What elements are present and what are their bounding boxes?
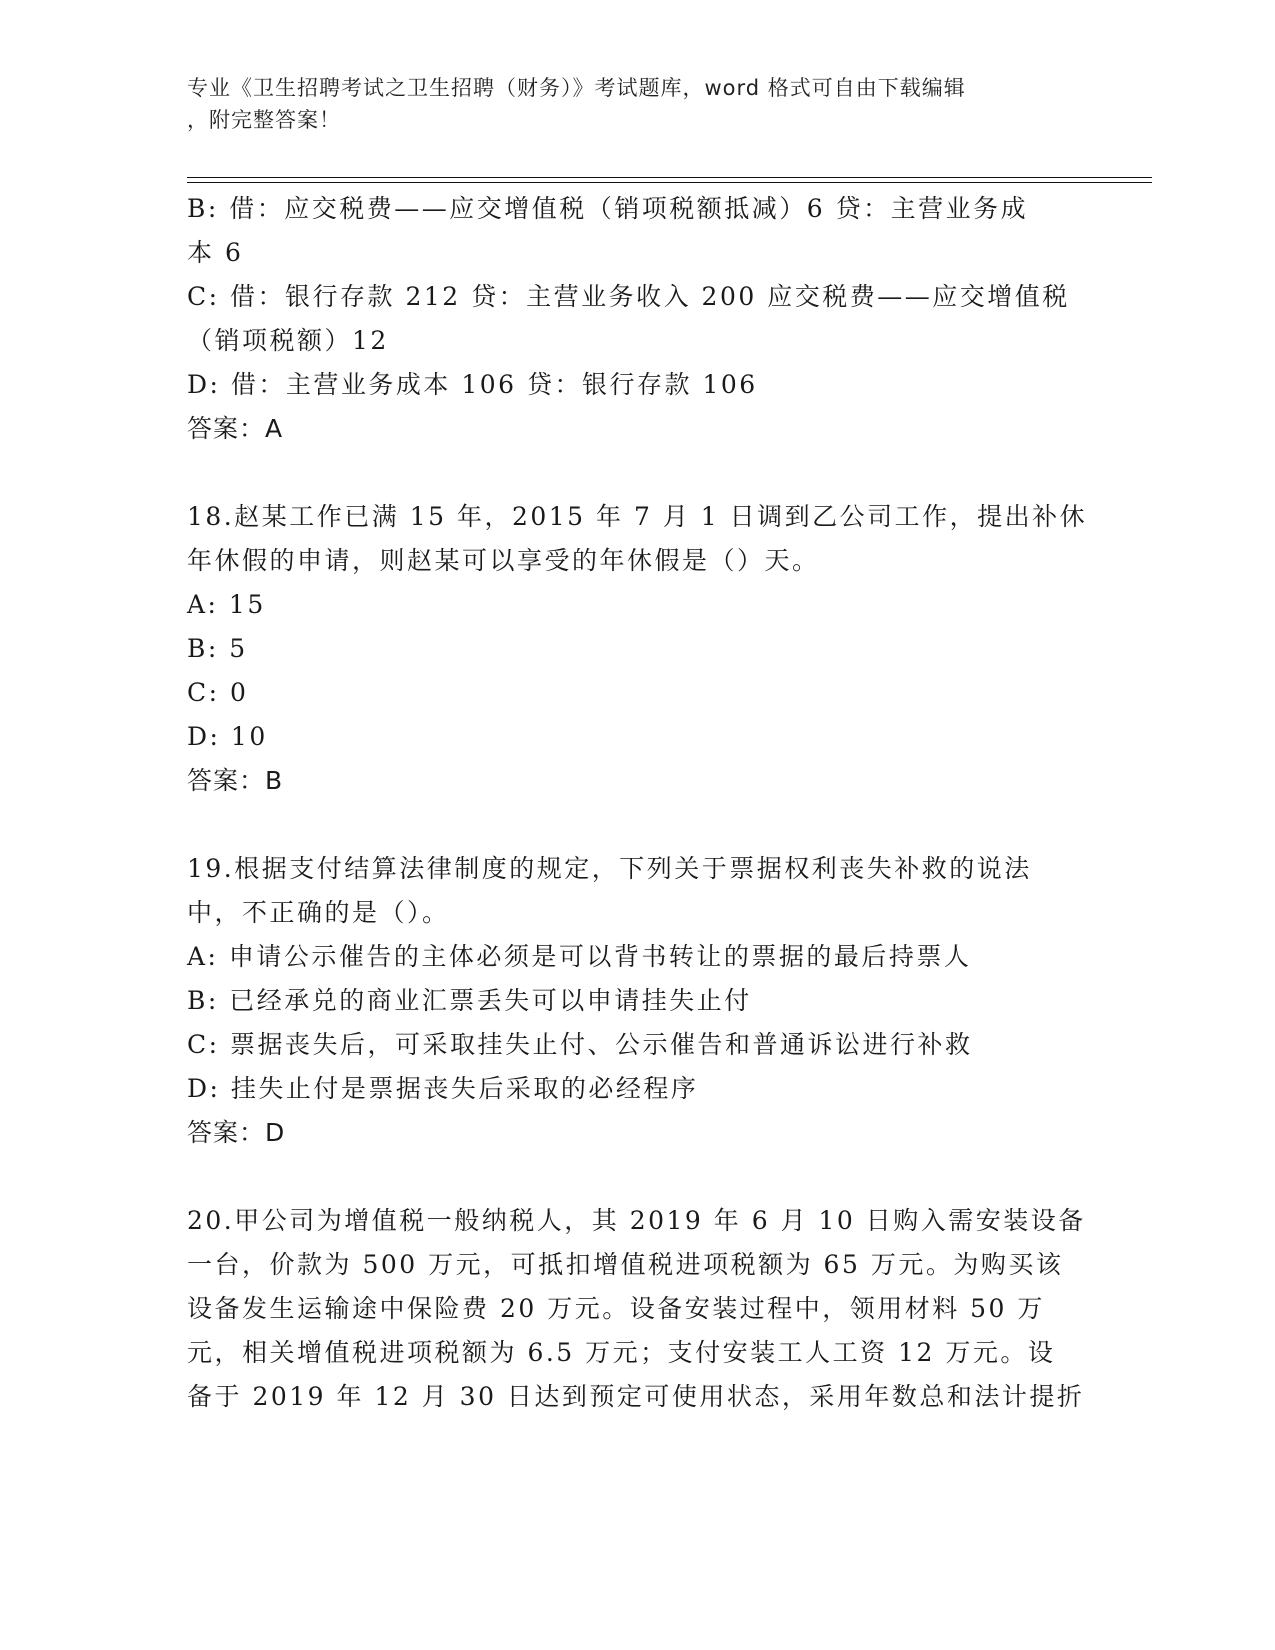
header-divider-top [187,177,1152,178]
q17-option-c-line-2: （销项税额）12 [187,326,389,355]
q18-stem-line-2: 年休假的申请，则赵某可以享受的年休假是（）天。 [187,546,820,575]
q20-stem-line-4: 元，相关增值税进项税额为 6.5 万元；支付安装工人工资 12 万元。设 [187,1338,1056,1367]
q19-option-d: D: 挂失止付是票据丧失后采取的必经程序 [187,1074,699,1103]
q17-option-b-line-2: 本 6 [187,238,244,267]
q19-option-c: C: 票据丧失后，可采取挂失止付、公示催告和普通诉讼进行补救 [187,1030,973,1059]
q17-option-d: D: 借：主营业务成本 106 贷：银行存款 106 [187,370,758,399]
q19-option-a: A: 申请公示催告的主体必须是可以背书转让的票据的最后持票人 [187,942,972,971]
q20-stem-line-1: 20.甲公司为增值税一般纳税人，其 2019 年 6 月 10 日购入需安装设备 [187,1206,1086,1235]
header-line-2: ，附完整答案！ [187,108,341,132]
q18-option-c: C: 0 [187,678,249,707]
q18-option-b: B: 5 [187,634,248,663]
q19-answer: 答案：D [187,1118,286,1147]
q18-option-d: D: 10 [187,722,268,751]
q19-stem-line-1: 19.根据支付结算法律制度的规定，下列关于票据权利丧失补救的说法 [187,854,1032,883]
header-line-1: 专业《卫生招聘考试之卫生招聘（财务）》考试题库，word 格式可自由下载编辑 [187,76,966,100]
header-divider-bottom [187,182,1152,183]
q19-option-b: B: 已经承兑的商业汇票丢失可以申请挂失止付 [187,986,752,1015]
q20-stem-line-5: 备于 2019 年 12 月 30 日达到预定可使用状态，采用年数总和法计提折 [187,1382,1085,1411]
q20-stem-line-2: 一台，价款为 500 万元，可抵扣增值税进项税额为 65 万元。为购买该 [187,1250,1064,1279]
q17-option-c-line-1: C: 借：银行存款 212 贷：主营业务收入 200 应交税费——应交增值税 [187,282,1070,311]
q17-option-b-line-1: B: 借：应交税费——应交增值税（销项税额抵减）6 贷：主营业务成 [187,194,1029,223]
q18-stem-line-1: 18.赵某工作已满 15 年，2015 年 7 月 1 日调到乙公司工作，提出补休 [187,502,1088,531]
document-header [187,72,1067,136]
q18-option-a: A: 15 [187,590,266,619]
q17-answer: 答案：A [187,414,284,443]
q20-stem-line-3: 设备发生运输途中保险费 20 万元。设备安装过程中，领用材料 50 万 [187,1294,1045,1323]
q19-stem-line-2: 中，不正确的是（）。 [187,898,450,927]
q18-answer: 答案：B [187,766,284,795]
